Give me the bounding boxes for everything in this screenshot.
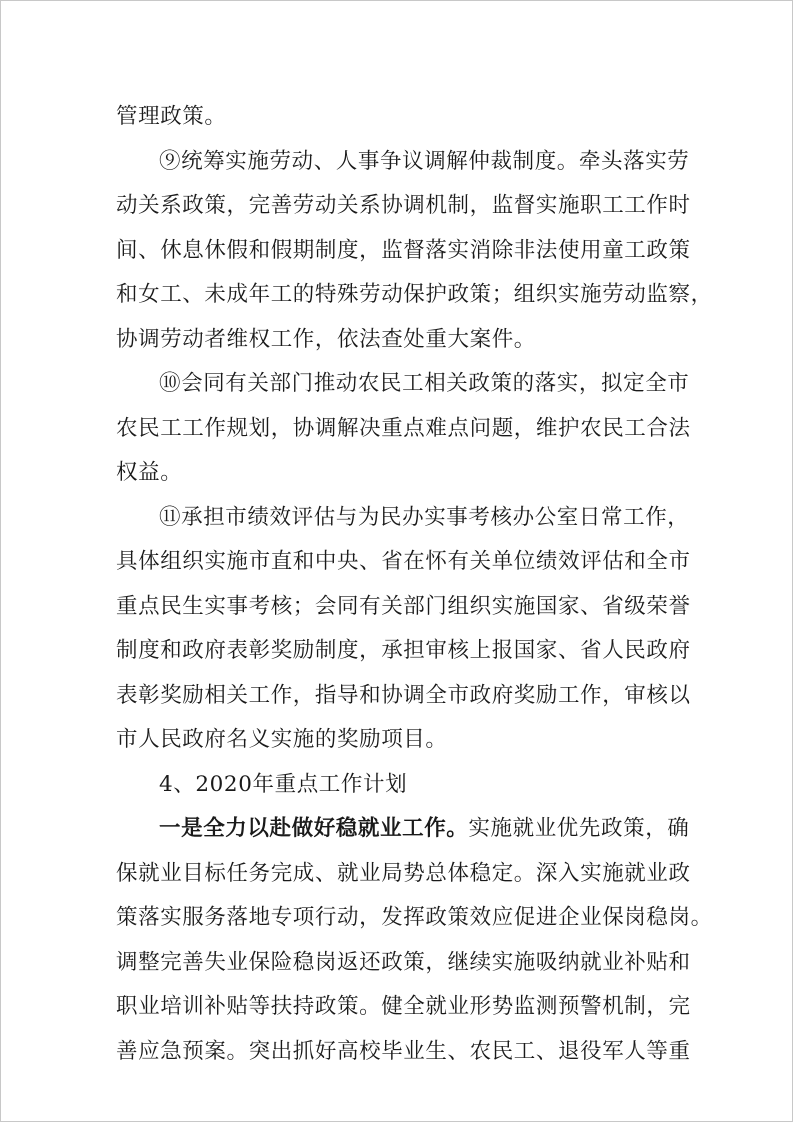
- paragraph-line: 重点民生实事考核；会同有关部门组织实施国家、省级荣誉: [116, 593, 691, 619]
- paragraph-line: ⑪承担市绩效评估与为民办实事考核办公室日常工作，: [159, 504, 690, 530]
- bold-lead-text: 一是全力以赴做好稳就业工作。: [159, 816, 469, 841]
- paragraph-line: 职业培训补贴等扶持政策。健全就业形势监测预警机制，完: [116, 994, 691, 1019]
- paragraph-line: 权益。: [116, 460, 183, 485]
- paragraph-line: 间、休息休假和假期制度，监督落实消除非法使用童工政策: [116, 237, 691, 263]
- paragraph-line: 动关系政策，完善劳动关系协调机制，监督实施职工工作时: [116, 193, 691, 218]
- document-body: [116, 95, 713, 1074]
- paragraph-line: 农民工工作规划，协调解决重点难点问题，维护农民工合法: [116, 415, 691, 441]
- paragraph-line: 管理政策。: [116, 104, 227, 129]
- paragraph-line: 善应急预案。突出抓好高校毕业生、农民工、退役军人等重: [116, 1038, 691, 1064]
- paragraph-line: 制度和政府表彰奖励制度，承担审核上报国家、省人民政府: [116, 638, 691, 663]
- paragraph-line: 协调劳动者维权工作，依法查处重大案件。: [116, 326, 536, 352]
- paragraph-line: 市人民政府名义实施的奖励项目。: [116, 727, 448, 752]
- paragraph-line: 和女工、未成年工的特殊劳动保护政策；组织实施劳动监察，: [116, 282, 713, 307]
- paragraph-line: 策落实服务落地专项行动，发挥政策效应促进企业保岗稳岗。: [116, 905, 713, 930]
- paragraph-line: 保就业目标任务完成、就业局势总体稳定。深入实施就业政: [116, 860, 691, 886]
- paragraph-line: 具体组织实施市直和中央、省在怀有关单位绩效评估和全市: [116, 549, 691, 574]
- paragraph-line: 调整完善失业保险稳岗返还政策，继续实施吸纳就业补贴和: [116, 949, 691, 975]
- lead-line-rest: 实施就业优先政策，确: [468, 816, 690, 841]
- paragraph-first-line: [116, 807, 690, 852]
- paragraph-line: ⑩会同有关部门推动农民工相关政策的落实，拟定全市: [159, 371, 690, 396]
- paragraph-line: 表彰奖励相关工作，指导和协调全市政府奖励工作，审核以: [116, 682, 691, 708]
- paragraph-line: ⑨统筹实施劳动、人事争议调解仲裁制度。牵头落实劳: [159, 148, 690, 174]
- section-heading: 4、2020年重点工作计划: [159, 771, 408, 797]
